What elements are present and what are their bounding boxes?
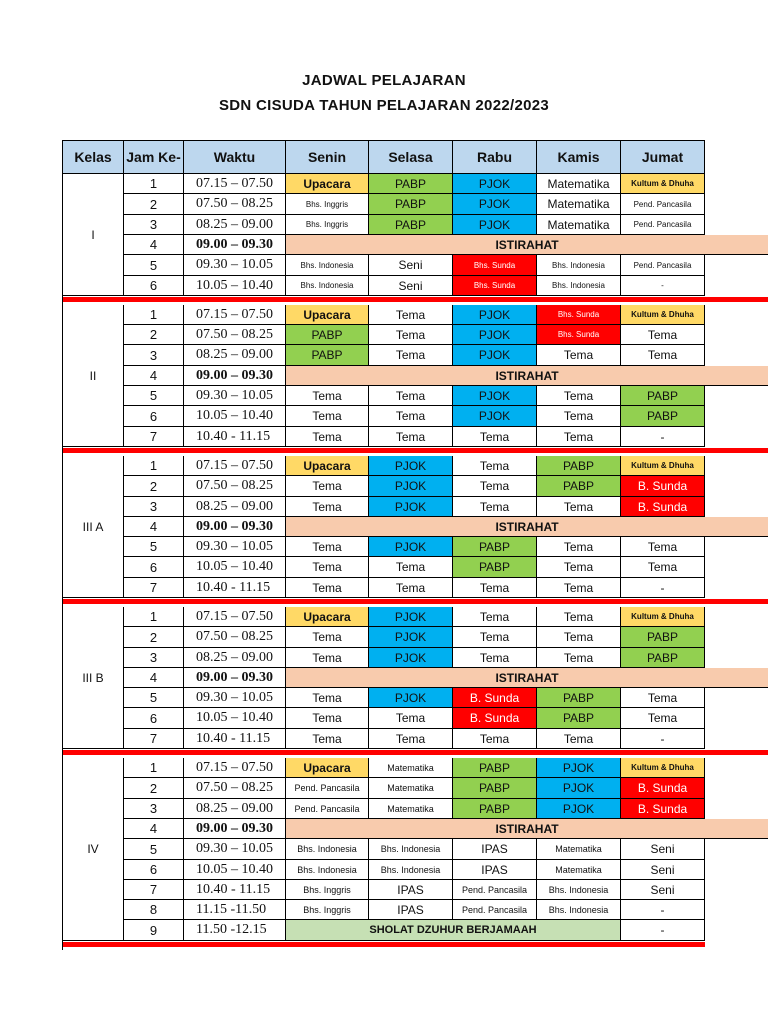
waktu-cell: 07.15 – 07.50 xyxy=(184,758,286,778)
waktu-cell: 10.05 – 10.40 xyxy=(184,406,286,427)
senin-cell: Bhs. Indonesia xyxy=(286,276,369,296)
jam-ke-cell: 2 xyxy=(124,627,184,648)
class-separator xyxy=(63,297,768,302)
jam-ke-cell: 5 xyxy=(124,386,184,406)
selasa-cell: Matematika xyxy=(369,778,453,799)
kamis-cell: Matematika xyxy=(537,174,621,194)
jumat-cell: Pend. Pancasila xyxy=(621,255,705,276)
jam-ke-cell: 6 xyxy=(124,276,184,296)
waktu-cell: 10.40 - 11.15 xyxy=(184,729,286,749)
jumat-cell: - xyxy=(621,276,705,296)
jam-ke-cell: 6 xyxy=(124,708,184,729)
senin-cell: Bhs. Indonesia xyxy=(286,860,369,880)
rabu-cell: PABP xyxy=(453,778,537,799)
jam-ke-cell: 1 xyxy=(124,607,184,627)
senin-cell: Upacara xyxy=(286,305,369,325)
waktu-cell: 10.05 – 10.40 xyxy=(184,860,286,880)
selasa-cell: Tema xyxy=(369,729,453,749)
kamis-cell: PABP xyxy=(537,708,621,729)
jam-ke-cell: 4 xyxy=(124,819,184,839)
senin-cell: Upacara xyxy=(286,758,369,778)
kamis-cell: PABP xyxy=(537,476,621,497)
jam-ke-cell: 1 xyxy=(124,174,184,194)
jam-ke-cell: 6 xyxy=(124,860,184,880)
jam-ke-cell: 7 xyxy=(124,578,184,598)
waktu-cell: 09.00 – 09.30 xyxy=(184,668,286,688)
class-separator xyxy=(63,448,768,453)
jam-ke-cell: 9 xyxy=(124,920,184,941)
senin-cell: Tema xyxy=(286,537,369,557)
selasa-cell: PJOK xyxy=(369,537,453,557)
selasa-cell: Tema xyxy=(369,406,453,427)
jumat-cell: PABP xyxy=(621,386,705,406)
selasa-cell: PJOK xyxy=(369,456,453,476)
istirahat-band: ISTIRAHAT xyxy=(286,668,768,688)
senin-cell: Pend. Pancasila xyxy=(286,778,369,799)
rabu-cell: IPAS xyxy=(453,839,537,860)
waktu-cell: 09.00 – 09.30 xyxy=(184,819,286,839)
selasa-cell: PABP xyxy=(369,194,453,215)
class-separator xyxy=(63,599,768,604)
istirahat-band: ISTIRAHAT xyxy=(286,235,768,255)
jumat-cell: Kultum & Dhuha xyxy=(621,758,705,778)
rabu-cell: Tema xyxy=(453,497,537,517)
school-subtitle: SDN CISUDA TAHUN PELAJARAN 2022/2023 xyxy=(218,97,550,114)
kelas-cell: IV xyxy=(63,758,124,941)
kamis-cell: Bhs. Indonesia xyxy=(537,255,621,276)
senin-cell: Tema xyxy=(286,476,369,497)
waktu-cell: 09.30 – 10.05 xyxy=(184,537,286,557)
kamis-cell: Tema xyxy=(537,406,621,427)
waktu-cell: 07.50 – 08.25 xyxy=(184,778,286,799)
rabu-cell: Tema xyxy=(453,607,537,627)
kamis-cell: Tema xyxy=(537,537,621,557)
jam-ke-cell: 4 xyxy=(124,668,184,688)
selasa-cell: PABP xyxy=(369,174,453,194)
waktu-cell: 10.40 - 11.15 xyxy=(184,578,286,598)
jam-ke-cell: 5 xyxy=(124,537,184,557)
kamis-cell: Bhs. Indonesia xyxy=(537,276,621,296)
rabu-cell: PJOK xyxy=(453,325,537,345)
jam-ke-cell: 7 xyxy=(124,880,184,900)
senin-cell: Tema xyxy=(286,406,369,427)
waktu-cell: 08.25 – 09.00 xyxy=(184,497,286,517)
header-jumat: Jumat xyxy=(621,140,705,174)
jam-ke-cell: 2 xyxy=(124,325,184,345)
senin-cell: Tema xyxy=(286,708,369,729)
jumat-cell: Kultum & Dhuha xyxy=(621,607,705,627)
kelas-cell: I xyxy=(63,174,124,296)
waktu-cell: 07.50 – 08.25 xyxy=(184,325,286,345)
senin-cell: Bhs. Indonesia xyxy=(286,839,369,860)
kelas-cell: II xyxy=(63,305,124,447)
jumat-cell: Tema xyxy=(621,345,705,366)
header-kelas: Kelas xyxy=(63,140,124,174)
waktu-cell: 08.25 – 09.00 xyxy=(184,799,286,819)
rabu-cell: PABP xyxy=(453,557,537,578)
istirahat-band: ISTIRAHAT xyxy=(286,819,768,839)
jam-ke-cell: 4 xyxy=(124,366,184,386)
header-selasa: Selasa xyxy=(369,140,453,174)
sholat-band: SHOLAT DZUHUR BERJAMAAH xyxy=(286,920,621,941)
jam-ke-cell: 3 xyxy=(124,215,184,235)
rabu-cell: Tema xyxy=(453,456,537,476)
rabu-cell: PABP xyxy=(453,537,537,557)
kamis-cell: Tema xyxy=(537,627,621,648)
selasa-cell: IPAS xyxy=(369,900,453,920)
selasa-cell: Tema xyxy=(369,578,453,598)
kamis-cell: PJOK xyxy=(537,758,621,778)
rabu-cell: Bhs. Sunda xyxy=(453,255,537,276)
rabu-cell: Tema xyxy=(453,648,537,668)
kamis-cell: Tema xyxy=(537,345,621,366)
waktu-cell: 07.15 – 07.50 xyxy=(184,456,286,476)
jumat-cell: Pend. Pancasila xyxy=(621,194,705,215)
rabu-cell: Tema xyxy=(453,729,537,749)
senin-cell: Tema xyxy=(286,648,369,668)
senin-cell: Tema xyxy=(286,688,369,708)
page-title: JADWAL PELAJARAN xyxy=(302,72,466,89)
waktu-cell: 10.05 – 10.40 xyxy=(184,276,286,296)
jam-ke-cell: 5 xyxy=(124,255,184,276)
kamis-cell: Tema xyxy=(537,386,621,406)
jumat-cell: - xyxy=(621,920,705,941)
kamis-cell: Matematika xyxy=(537,215,621,235)
senin-cell: Upacara xyxy=(286,456,369,476)
waktu-cell: 07.50 – 08.25 xyxy=(184,476,286,497)
waktu-cell: 11.15 -11.50 xyxy=(184,900,286,920)
rabu-cell: Pend. Pancasila xyxy=(453,900,537,920)
selasa-cell: PJOK xyxy=(369,497,453,517)
selasa-cell: Matematika xyxy=(369,799,453,819)
kamis-cell: Tema xyxy=(537,578,621,598)
selasa-cell: PJOK xyxy=(369,476,453,497)
jumat-cell: Tema xyxy=(621,708,705,729)
senin-cell: Pend. Pancasila xyxy=(286,799,369,819)
selasa-cell: Seni xyxy=(369,276,453,296)
waktu-cell: 08.25 – 09.00 xyxy=(184,648,286,668)
senin-cell: PABP xyxy=(286,325,369,345)
jumat-cell: PABP xyxy=(621,406,705,427)
kamis-cell: Bhs. Sunda xyxy=(537,325,621,345)
waktu-cell: 07.15 – 07.50 xyxy=(184,174,286,194)
jumat-cell: Pend. Pancasila xyxy=(621,215,705,235)
senin-cell: Bhs. Indonesia xyxy=(286,255,369,276)
header-kamis: Kamis xyxy=(537,140,621,174)
jam-ke-cell: 3 xyxy=(124,497,184,517)
senin-cell: Upacara xyxy=(286,607,369,627)
jumat-cell: Seni xyxy=(621,839,705,860)
jam-ke-cell: 6 xyxy=(124,406,184,427)
kamis-cell: PABP xyxy=(537,456,621,476)
rabu-cell: PABP xyxy=(453,799,537,819)
jumat-cell: Kultum & Dhuha xyxy=(621,174,705,194)
jam-ke-cell: 5 xyxy=(124,688,184,708)
selasa-cell: IPAS xyxy=(369,880,453,900)
header-senin: Senin xyxy=(286,140,369,174)
selasa-cell: PJOK xyxy=(369,627,453,648)
rabu-cell: PJOK xyxy=(453,406,537,427)
jam-ke-cell: 6 xyxy=(124,557,184,578)
senin-cell: Tema xyxy=(286,557,369,578)
jam-ke-cell: 3 xyxy=(124,648,184,668)
selasa-cell: PABP xyxy=(369,215,453,235)
rabu-cell: PJOK xyxy=(453,194,537,215)
jumat-cell: Seni xyxy=(621,880,705,900)
rabu-cell: Tema xyxy=(453,476,537,497)
jumat-cell: PABP xyxy=(621,627,705,648)
jumat-cell: Tema xyxy=(621,537,705,557)
waktu-cell: 09.00 – 09.30 xyxy=(184,517,286,537)
selasa-cell: Tema xyxy=(369,386,453,406)
waktu-cell: 09.30 – 10.05 xyxy=(184,839,286,860)
jumat-cell: - xyxy=(621,578,705,598)
kamis-cell: Tema xyxy=(537,729,621,749)
senin-cell: Tema xyxy=(286,427,369,447)
jumat-cell: - xyxy=(621,900,705,920)
jam-ke-cell: 1 xyxy=(124,456,184,476)
waktu-cell: 07.15 – 07.50 xyxy=(184,305,286,325)
kamis-cell: PJOK xyxy=(537,778,621,799)
rabu-cell: Tema xyxy=(453,427,537,447)
jam-ke-cell: 2 xyxy=(124,778,184,799)
waktu-cell: 07.15 – 07.50 xyxy=(184,607,286,627)
rabu-cell: PJOK xyxy=(453,386,537,406)
rabu-cell: IPAS xyxy=(453,860,537,880)
jam-ke-cell: 2 xyxy=(124,194,184,215)
class-separator xyxy=(63,942,705,947)
kelas-cell: III B xyxy=(63,607,124,749)
jumat-cell: Tema xyxy=(621,557,705,578)
kamis-cell: Matematika xyxy=(537,860,621,880)
waktu-cell: 07.50 – 08.25 xyxy=(184,194,286,215)
rabu-cell: PJOK xyxy=(453,215,537,235)
jam-ke-cell: 3 xyxy=(124,799,184,819)
waktu-cell: 09.00 – 09.30 xyxy=(184,235,286,255)
kamis-cell: Bhs. Sunda xyxy=(537,305,621,325)
selasa-cell: Bhs. Indonesia xyxy=(369,860,453,880)
jumat-cell: B. Sunda xyxy=(621,497,705,517)
kamis-cell: Bhs. Indonesia xyxy=(537,900,621,920)
selasa-cell: Tema xyxy=(369,345,453,366)
waktu-cell: 10.40 - 11.15 xyxy=(184,427,286,447)
jam-ke-cell: 7 xyxy=(124,729,184,749)
class-separator xyxy=(63,750,768,755)
kamis-cell: Matematika xyxy=(537,839,621,860)
kelas-cell: III A xyxy=(63,456,124,598)
senin-cell: Tema xyxy=(286,386,369,406)
waktu-cell: 07.50 – 08.25 xyxy=(184,627,286,648)
waktu-cell: 08.25 – 09.00 xyxy=(184,215,286,235)
jumat-cell: PABP xyxy=(621,648,705,668)
selasa-cell: Tema xyxy=(369,305,453,325)
senin-cell: Tema xyxy=(286,729,369,749)
selasa-cell: Tema xyxy=(369,557,453,578)
jam-ke-cell: 2 xyxy=(124,476,184,497)
rabu-cell: Pend. Pancasila xyxy=(453,880,537,900)
waktu-cell: 09.30 – 10.05 xyxy=(184,688,286,708)
rabu-cell: PJOK xyxy=(453,305,537,325)
jumat-cell: Kultum & Dhuha xyxy=(621,305,705,325)
jumat-cell: B. Sunda xyxy=(621,476,705,497)
jumat-cell: - xyxy=(621,427,705,447)
kamis-cell: Matematika xyxy=(537,194,621,215)
istirahat-band: ISTIRAHAT xyxy=(286,517,768,537)
jam-ke-cell: 4 xyxy=(124,517,184,537)
jumat-cell: Tema xyxy=(621,325,705,345)
waktu-cell: 11.50 -12.15 xyxy=(184,920,286,941)
senin-cell: Upacara xyxy=(286,174,369,194)
jumat-cell: B. Sunda xyxy=(621,778,705,799)
rabu-cell: PJOK xyxy=(453,345,537,366)
selasa-cell: Seni xyxy=(369,255,453,276)
jam-ke-cell: 1 xyxy=(124,305,184,325)
selasa-cell: Bhs. Indonesia xyxy=(369,839,453,860)
waktu-cell: 10.40 - 11.15 xyxy=(184,880,286,900)
rabu-cell: Bhs. Sunda xyxy=(453,276,537,296)
rabu-cell: Tema xyxy=(453,627,537,648)
rabu-cell: B. Sunda xyxy=(453,708,537,729)
kamis-cell: Tema xyxy=(537,607,621,627)
jumat-cell: B. Sunda xyxy=(621,799,705,819)
jam-ke-cell: 5 xyxy=(124,839,184,860)
jam-ke-cell: 7 xyxy=(124,427,184,447)
kamis-cell: Tema xyxy=(537,648,621,668)
selasa-cell: Tema xyxy=(369,427,453,447)
selasa-cell: Matematika xyxy=(369,758,453,778)
senin-cell: Tema xyxy=(286,497,369,517)
kamis-cell: Bhs. Indonesia xyxy=(537,880,621,900)
waktu-cell: 09.30 – 10.05 xyxy=(184,255,286,276)
rabu-cell: Tema xyxy=(453,578,537,598)
kamis-cell: PABP xyxy=(537,688,621,708)
selasa-cell: PJOK xyxy=(369,688,453,708)
selasa-cell: PJOK xyxy=(369,607,453,627)
jumat-cell: - xyxy=(621,729,705,749)
selasa-cell: PJOK xyxy=(369,648,453,668)
header-waktu: Waktu xyxy=(184,140,286,174)
header-jam-ke: Jam Ke- xyxy=(124,140,184,174)
jam-ke-cell: 4 xyxy=(124,235,184,255)
waktu-cell: 08.25 – 09.00 xyxy=(184,345,286,366)
jumat-cell: Tema xyxy=(621,688,705,708)
waktu-cell: 09.00 – 09.30 xyxy=(184,366,286,386)
senin-cell: Bhs. Inggris xyxy=(286,194,369,215)
senin-cell: Tema xyxy=(286,627,369,648)
kamis-cell: Tema xyxy=(537,497,621,517)
rabu-cell: PABP xyxy=(453,758,537,778)
waktu-cell: 10.05 – 10.40 xyxy=(184,557,286,578)
jumat-cell: Seni xyxy=(621,860,705,880)
kamis-cell: Tema xyxy=(537,427,621,447)
senin-cell: Tema xyxy=(286,578,369,598)
kamis-cell: Tema xyxy=(537,557,621,578)
jam-ke-cell: 8 xyxy=(124,900,184,920)
jam-ke-cell: 3 xyxy=(124,345,184,366)
waktu-cell: 10.05 – 10.40 xyxy=(184,708,286,729)
header-rabu: Rabu xyxy=(453,140,537,174)
senin-cell: Bhs. Inggris xyxy=(286,900,369,920)
senin-cell: PABP xyxy=(286,345,369,366)
rabu-cell: PJOK xyxy=(453,174,537,194)
selasa-cell: Tema xyxy=(369,708,453,729)
senin-cell: Bhs. Inggris xyxy=(286,215,369,235)
senin-cell: Bhs. Inggris xyxy=(286,880,369,900)
kamis-cell: PJOK xyxy=(537,799,621,819)
istirahat-band: ISTIRAHAT xyxy=(286,366,768,386)
jam-ke-cell: 1 xyxy=(124,758,184,778)
waktu-cell: 09.30 – 10.05 xyxy=(184,386,286,406)
jumat-cell: Kultum & Dhuha xyxy=(621,456,705,476)
selasa-cell: Tema xyxy=(369,325,453,345)
rabu-cell: B. Sunda xyxy=(453,688,537,708)
